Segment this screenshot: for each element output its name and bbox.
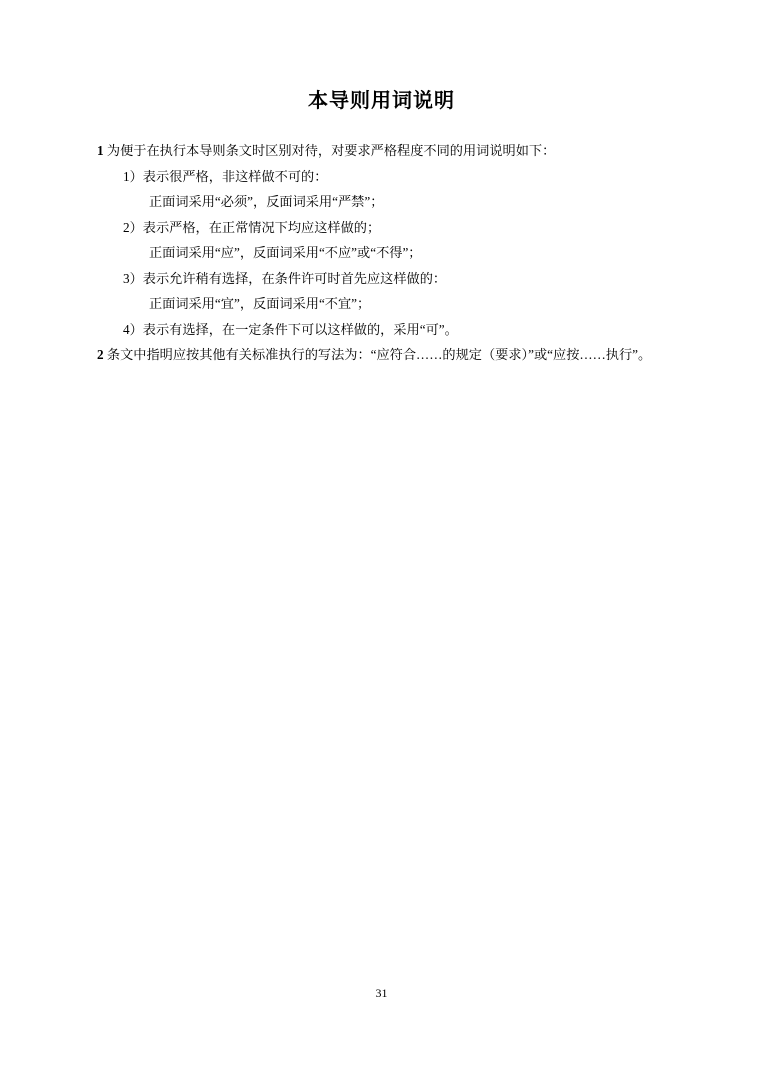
list-item-3 xyxy=(97,266,667,292)
list-item-text: 正面词采用“应”，反面词采用“不应”或“不得”； xyxy=(149,245,422,260)
list-item-text: 表示严格，在正常情况下均应这样做的； xyxy=(142,219,381,235)
list-item-text: 表示允许稍有选择，在条件许可时首先应这样做的： xyxy=(142,270,447,286)
list-item-text: 表示有选择，在一定条件下可以这样做的，采用“可”。 xyxy=(142,321,458,337)
list-item-text: 正面词采用“宜”，反面词采用“不宜”； xyxy=(149,296,371,311)
paragraph-text: 条文中指明应按其他有关标准执行的写法为：“应符合……的规定（要求）”或“应按……执行”。 xyxy=(106,347,652,362)
list-item-number: 1） xyxy=(123,168,143,184)
list-item-1-detail xyxy=(97,189,667,215)
list-item-2 xyxy=(97,215,667,241)
list-item-4 xyxy=(97,317,667,343)
list-item-number: 2） xyxy=(123,219,143,235)
paragraph-number: 2 xyxy=(97,347,104,362)
list-item-text: 表示很严格，非这样做不可的： xyxy=(142,168,328,184)
paragraph-text: 为便于在执行本导则条文时区别对待，对要求严格程度不同的用词说明如下： xyxy=(106,143,556,158)
paragraph-number: 1 xyxy=(97,143,104,158)
paragraph-2 xyxy=(97,342,667,368)
list-item-number: 4） xyxy=(123,321,143,337)
page-title: 本导则用词说明 xyxy=(308,88,455,112)
page-number: 31 xyxy=(375,986,388,1000)
list-item-2-detail xyxy=(97,240,667,266)
list-item-1 xyxy=(97,164,667,190)
list-item-text: 正面词采用“必须”，反面词采用“严禁”； xyxy=(149,194,384,209)
document-body xyxy=(97,138,667,368)
paragraph-1 xyxy=(97,138,667,164)
list-item-3-detail xyxy=(97,291,667,317)
list-item-number: 3） xyxy=(123,270,143,286)
